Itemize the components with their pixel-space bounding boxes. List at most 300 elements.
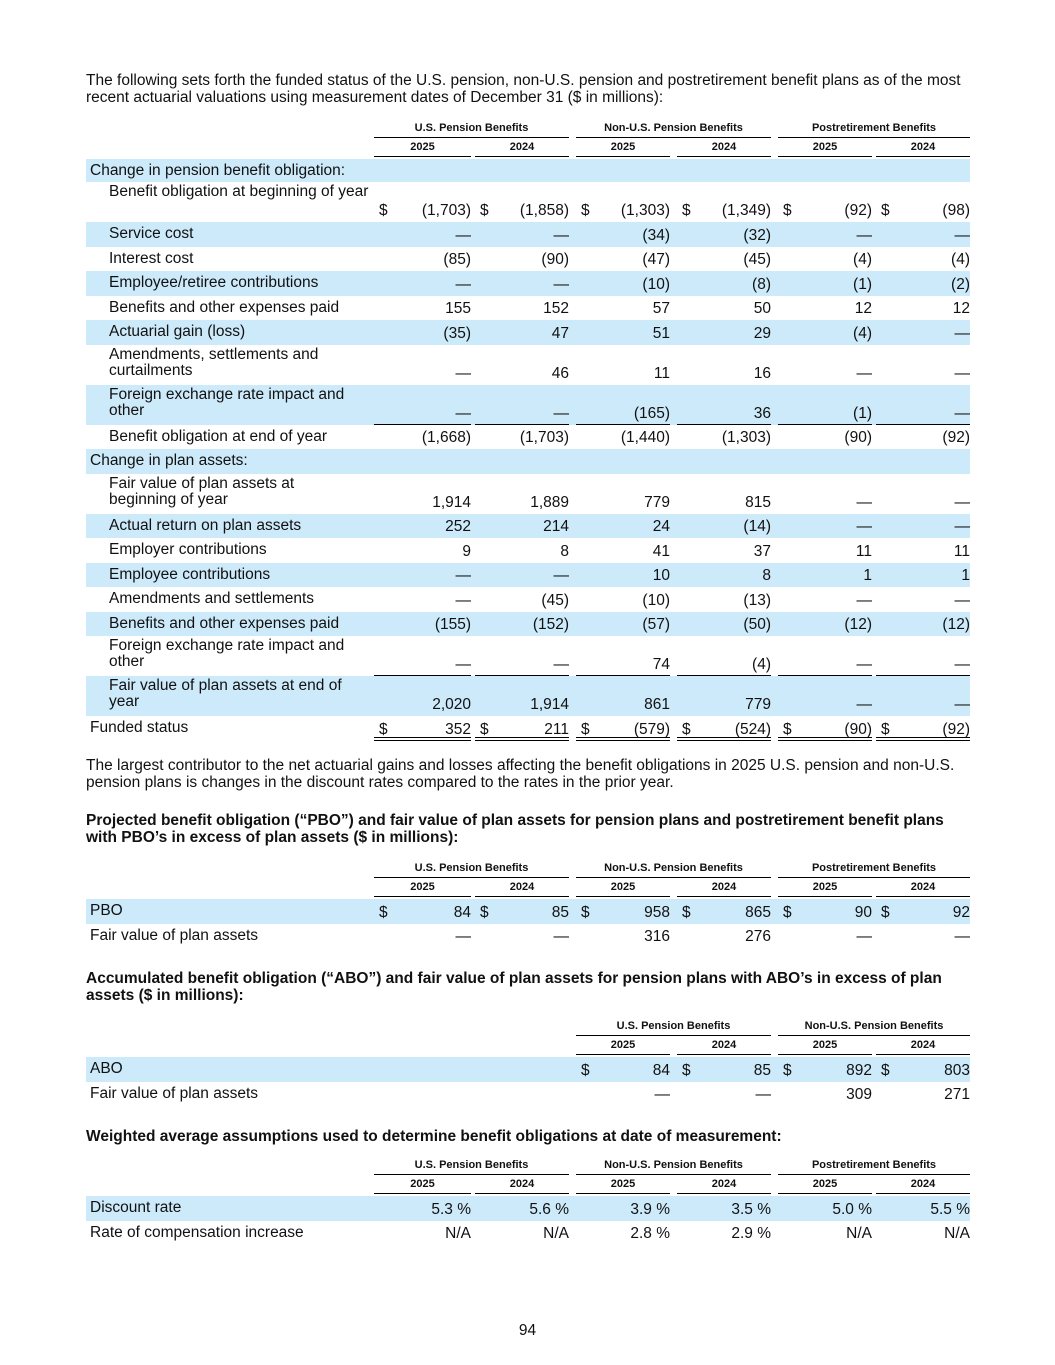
value-cell (576, 345, 670, 385)
currency-symbol: $ (480, 903, 489, 921)
column-group-header: Non-U.S. Pension Benefits (576, 121, 771, 138)
cell-value: 47 (551, 324, 569, 342)
cell-value: N/A (445, 1225, 471, 1242)
cell-value: — (856, 928, 872, 945)
cell-value: — (954, 928, 970, 945)
cell-value: 41 (652, 542, 670, 560)
value-cell (374, 425, 471, 450)
value-cell (778, 899, 872, 924)
section-header-obligation (86, 159, 970, 182)
cell-value: (45) (541, 591, 569, 609)
table-row (86, 676, 970, 716)
value-cell (475, 1196, 569, 1221)
column-group-header: Non-U.S. Pension Benefits (576, 1158, 771, 1175)
year-header: 2024 (677, 1038, 771, 1055)
value-cell (778, 182, 872, 222)
cell-value: — (954, 518, 970, 535)
cell-value: (1,668) (421, 429, 471, 446)
value-cell (876, 1082, 970, 1107)
column-group-header: Postretirement Benefits (778, 1158, 970, 1175)
cell-value: 276 (745, 928, 771, 945)
value-cell (778, 716, 872, 741)
currency-symbol: $ (379, 720, 388, 738)
value-cell (576, 538, 670, 563)
cell-value: (57) (642, 616, 670, 633)
cell-value: — (954, 696, 970, 713)
value-cell (778, 345, 872, 385)
value-cell (876, 296, 970, 321)
cell-value: 2.9 % (731, 1225, 771, 1242)
cell-value: 815 (745, 493, 771, 511)
column-group-header: U.S. Pension Benefits (374, 1158, 569, 1175)
value-cell (374, 271, 471, 296)
value-cell (677, 1221, 771, 1246)
value-cell (374, 587, 471, 612)
year-header: 2025 (576, 880, 670, 897)
row-pbo-plan-assets (86, 924, 970, 949)
cell-value: 57 (652, 300, 670, 317)
value-cell (475, 320, 569, 345)
cell-value: 803 (944, 1061, 970, 1079)
row-label: ABO (90, 1060, 123, 1078)
value-cell (576, 676, 670, 716)
value-cell (576, 514, 670, 539)
cell-value: — (856, 656, 872, 673)
cell-value: N/A (944, 1225, 970, 1242)
cell-value: — (455, 656, 471, 673)
value-cell (876, 271, 970, 296)
intro-paragraph: The following sets forth the funded status of the U.S. pension, non-U.S. pension and postretirement benefit plans as of the most recent actuarial valuations using measurement dates of December 31 ($ in millions): (86, 72, 961, 106)
table-row (86, 425, 970, 450)
row-label: Employer contributions (109, 541, 267, 559)
value-cell (677, 636, 771, 676)
cell-value: — (455, 567, 471, 584)
cell-value: (4) (853, 324, 872, 342)
value-cell (778, 320, 872, 345)
cell-value: (85) (443, 251, 471, 268)
cell-value: 352 (445, 720, 471, 738)
currency-symbol: $ (379, 903, 388, 921)
value-cell (778, 924, 872, 949)
year-header: 2024 (876, 1177, 970, 1194)
currency-symbol: $ (881, 720, 890, 738)
currency-symbol: $ (881, 202, 890, 219)
cell-value: (1) (853, 404, 872, 422)
value-cell (475, 474, 569, 514)
cell-value: 1,889 (530, 493, 569, 511)
cell-value: 271 (944, 1086, 970, 1103)
year-header: 2025 (576, 140, 670, 157)
value-cell (576, 271, 670, 296)
cell-value: (8) (752, 275, 771, 293)
row-funded-status (86, 716, 970, 741)
value-cell (677, 247, 771, 272)
row-label: Actuarial gain (loss) (109, 323, 246, 341)
cell-value: N/A (543, 1225, 569, 1242)
currency-symbol: $ (480, 202, 489, 219)
cell-value: 10 (652, 567, 670, 584)
cell-value: 11 (855, 542, 872, 560)
value-cell (876, 385, 970, 425)
cell-value: 84 (652, 1061, 670, 1079)
cell-value: 155 (445, 300, 471, 317)
row-label: Change in plan assets: (90, 452, 248, 470)
value-cell (576, 899, 670, 924)
cell-value: — (553, 928, 569, 945)
table-row (86, 587, 970, 612)
cell-value: — (856, 226, 872, 244)
value-cell (778, 425, 872, 450)
value-cell (876, 612, 970, 637)
cell-value: (98) (942, 202, 970, 219)
cell-value: 12 (854, 300, 872, 317)
value-cell (778, 1221, 872, 1246)
cell-value: (1,703) (519, 429, 569, 446)
year-header: 2024 (677, 140, 771, 157)
currency-symbol: $ (581, 1061, 590, 1079)
value-cell (778, 271, 872, 296)
row-label: Rate of compensation increase (90, 1223, 304, 1241)
cell-value: (14) (743, 518, 771, 535)
value-cell (778, 612, 872, 637)
cell-value: (1,703) (421, 202, 471, 219)
value-cell (677, 1082, 771, 1107)
value-cell (677, 425, 771, 450)
row-label: Service cost (109, 225, 194, 243)
value-cell (374, 1221, 471, 1246)
row-label: Employee contributions (109, 565, 271, 583)
value-cell (475, 1221, 569, 1246)
cell-value: (524) (734, 720, 771, 738)
cell-value: — (856, 364, 872, 382)
cell-value: 5.6 % (529, 1200, 569, 1218)
value-cell (374, 385, 471, 425)
value-cell (374, 320, 471, 345)
value-cell (374, 222, 471, 247)
cell-value: — (455, 928, 471, 945)
cell-value: 214 (543, 518, 569, 535)
value-cell (576, 1196, 670, 1221)
cell-value: (90) (541, 251, 569, 268)
value-cell (576, 587, 670, 612)
cell-value: 84 (453, 903, 471, 921)
column-group-header: Postretirement Benefits (778, 861, 970, 878)
cell-value: 152 (543, 300, 569, 317)
cell-value: — (954, 404, 970, 422)
value-cell (876, 320, 970, 345)
discount-rate-note: The largest contributor to the net actuarial gains and losses affecting the benefit obligations in 2025 U.S. pension and non-U.S. pension plans is changes in the discount rates compared to the rates in the prior year. (86, 757, 955, 791)
row-label: Fair value of plan assets (90, 926, 259, 944)
value-cell (778, 1057, 872, 1082)
table-row (86, 514, 970, 539)
cell-value: (10) (642, 591, 670, 609)
value-cell (576, 385, 670, 425)
cell-value: — (856, 518, 872, 535)
cell-value: (4) (951, 251, 970, 268)
value-cell (475, 247, 569, 272)
value-cell (876, 345, 970, 385)
value-cell (374, 296, 471, 321)
value-cell (374, 1196, 471, 1221)
row-label: Fair value of plan assets at beginning of year (109, 474, 295, 508)
cell-value: 90 (854, 903, 872, 921)
value-cell (778, 474, 872, 514)
value-cell (475, 538, 569, 563)
currency-symbol: $ (581, 202, 590, 219)
value-cell (374, 182, 471, 222)
cell-value: 24 (652, 518, 670, 535)
value-cell (475, 271, 569, 296)
value-cell (576, 612, 670, 637)
currency-symbol: $ (682, 202, 691, 219)
value-cell (374, 345, 471, 385)
cell-value: (1) (853, 275, 872, 293)
cell-value: N/A (846, 1225, 872, 1242)
column-group-header: U.S. Pension Benefits (374, 861, 569, 878)
value-cell (576, 1057, 670, 1082)
row-label: Benefits and other expenses paid (109, 298, 340, 316)
value-cell (374, 636, 471, 676)
row-label: Foreign exchange rate impact and other (109, 637, 345, 670)
currency-symbol: $ (682, 1061, 691, 1079)
cell-value: (1,303) (620, 202, 670, 219)
column-group-header: U.S. Pension Benefits (374, 121, 569, 138)
cell-value: 958 (644, 903, 670, 921)
value-cell (374, 474, 471, 514)
value-cell (876, 182, 970, 222)
cell-value: (13) (743, 591, 771, 609)
year-header: 2024 (876, 880, 970, 897)
row-abo-plan-assets (86, 1082, 970, 1107)
cell-value: 2.8 % (630, 1225, 670, 1242)
currency-symbol: $ (783, 903, 792, 921)
value-cell (778, 636, 872, 676)
table-row (86, 320, 970, 345)
value-cell (876, 924, 970, 949)
row-label: Actual return on plan assets (109, 516, 302, 534)
value-cell (677, 271, 771, 296)
column-header (86, 1019, 970, 1057)
cell-value: — (954, 364, 970, 382)
row-label: Employee/retiree contributions (109, 274, 319, 292)
pbo-heading: Projected benefit obligation (“PBO”) and fair value of plan assets for pension plans and postretirement benefit plans with PBO’s in excess of plan assets ($ in millions): (86, 812, 944, 846)
cell-value: 3.9 % (630, 1200, 670, 1218)
cell-value: 9 (462, 542, 471, 560)
value-cell (475, 514, 569, 539)
value-cell (677, 1057, 771, 1082)
cell-value: (45) (743, 251, 771, 268)
value-cell (374, 538, 471, 563)
year-header: 2025 (374, 140, 471, 157)
value-cell (876, 636, 970, 676)
value-cell (576, 636, 670, 676)
value-cell (374, 924, 471, 949)
value-cell (576, 563, 670, 588)
cell-value: — (455, 404, 471, 422)
cell-value: (50) (743, 616, 771, 633)
cell-value: (155) (434, 616, 471, 633)
value-cell (475, 716, 569, 741)
cell-value: 252 (445, 518, 471, 535)
currency-symbol: $ (581, 903, 590, 921)
abo-table (86, 1019, 970, 1106)
value-cell (778, 222, 872, 247)
value-cell (576, 716, 670, 741)
year-header: 2025 (778, 1038, 872, 1055)
table-row (86, 271, 970, 296)
section-header-plan-assets (86, 449, 970, 474)
currency-symbol: $ (682, 903, 691, 921)
cell-value: 12 (952, 300, 970, 317)
value-cell (677, 345, 771, 385)
cell-value: (32) (743, 226, 771, 244)
value-cell (778, 1082, 872, 1107)
cell-value: 8 (560, 542, 569, 560)
value-cell (778, 563, 872, 588)
cell-value: 51 (652, 324, 670, 342)
row-label: PBO (90, 902, 123, 920)
cell-value: — (856, 493, 872, 511)
value-cell (677, 899, 771, 924)
cell-value: — (856, 591, 872, 609)
value-cell (576, 296, 670, 321)
cell-value: (12) (844, 616, 872, 633)
row-label: Benefit obligation at end of year (109, 427, 328, 445)
table-row (86, 474, 970, 514)
year-header: 2024 (475, 1177, 569, 1194)
cell-value: 5.0 % (832, 1200, 872, 1218)
value-cell (876, 247, 970, 272)
cell-value: (92) (942, 720, 970, 738)
cell-value: (165) (633, 404, 670, 422)
value-cell (677, 587, 771, 612)
value-cell (778, 296, 872, 321)
value-cell (475, 587, 569, 612)
cell-value: — (954, 324, 970, 342)
cell-value: (90) (844, 720, 872, 738)
cell-value: 50 (753, 300, 771, 317)
cell-value: — (954, 591, 970, 609)
cell-value: 1,914 (530, 696, 569, 713)
value-cell (475, 222, 569, 247)
value-cell (778, 247, 872, 272)
cell-value: 36 (753, 404, 771, 422)
value-cell (475, 563, 569, 588)
value-cell (677, 612, 771, 637)
value-cell (778, 514, 872, 539)
currency-symbol: $ (783, 1061, 792, 1079)
year-header: 2025 (374, 880, 471, 897)
cell-value: 779 (644, 493, 670, 511)
value-cell (677, 924, 771, 949)
year-header: 2024 (677, 1177, 771, 1194)
value-cell (475, 612, 569, 637)
value-cell (475, 924, 569, 949)
year-header: 2024 (876, 1038, 970, 1055)
cell-value: — (755, 1086, 771, 1103)
cell-value: 779 (745, 696, 771, 713)
table-row (86, 345, 970, 385)
row-label: Change in pension benefit obligation: (90, 161, 346, 179)
value-cell (576, 1221, 670, 1246)
table-row (86, 385, 970, 425)
value-cell (876, 1196, 970, 1221)
column-group-header: U.S. Pension Benefits (576, 1019, 771, 1036)
cell-value: 2,020 (432, 696, 471, 713)
row-abo (86, 1057, 970, 1082)
cell-value: — (954, 226, 970, 244)
year-header: 2025 (374, 1177, 471, 1194)
value-cell (576, 182, 670, 222)
cell-value: — (455, 591, 471, 609)
value-cell (677, 385, 771, 425)
row-compensation-increase (86, 1221, 970, 1246)
cell-value: (92) (942, 429, 970, 446)
cell-value: — (553, 656, 569, 673)
cell-value: — (455, 275, 471, 293)
funded-status-table (86, 121, 970, 741)
value-cell (374, 716, 471, 741)
cell-value: 865 (745, 903, 771, 921)
value-cell (374, 247, 471, 272)
value-cell (576, 222, 670, 247)
cell-value: 309 (846, 1086, 872, 1103)
value-cell (778, 538, 872, 563)
currency-symbol: $ (682, 720, 691, 738)
cell-value: — (856, 696, 872, 713)
cell-value: (47) (642, 251, 670, 268)
cell-value: 892 (846, 1061, 872, 1079)
value-cell (475, 345, 569, 385)
assumptions-table (86, 1158, 970, 1245)
row-discount-rate (86, 1196, 970, 1221)
cell-value: 85 (551, 903, 569, 921)
cell-value: — (954, 493, 970, 511)
year-header: 2024 (876, 140, 970, 157)
value-cell (677, 296, 771, 321)
cell-value: — (954, 656, 970, 673)
value-cell (876, 676, 970, 716)
cell-value: (35) (443, 324, 471, 342)
year-header: 2025 (778, 880, 872, 897)
year-header: 2025 (576, 1038, 670, 1055)
cell-value: 29 (753, 324, 771, 342)
column-header (86, 121, 970, 159)
cell-value: — (553, 567, 569, 584)
row-label: Interest cost (109, 249, 194, 267)
table-row (86, 563, 970, 588)
cell-value: 37 (753, 542, 771, 560)
row-label: Funded status (90, 719, 189, 737)
year-header: 2024 (677, 880, 771, 897)
cell-value: 92 (952, 903, 970, 921)
abo-heading: Accumulated benefit obligation (“ABO”) and fair value of plan assets for pension plans with ABO’s in excess of plan assets ($ in millions): (86, 970, 942, 1004)
row-obligation-begin (86, 182, 970, 222)
assumptions-heading: Weighted average assumptions used to determine benefit obligations at date of measurement: (86, 1128, 782, 1145)
value-cell (374, 563, 471, 588)
value-cell (475, 899, 569, 924)
value-cell (374, 514, 471, 539)
table-row (86, 247, 970, 272)
column-group-header: Non-U.S. Pension Benefits (778, 1019, 970, 1036)
value-cell (876, 899, 970, 924)
row-label: Amendments, settlements and curtailments (109, 345, 319, 379)
row-label: Fair value of plan assets at end of year (109, 677, 342, 710)
year-header: 2024 (475, 880, 569, 897)
value-cell (876, 587, 970, 612)
table-row (86, 612, 970, 637)
value-cell (677, 182, 771, 222)
